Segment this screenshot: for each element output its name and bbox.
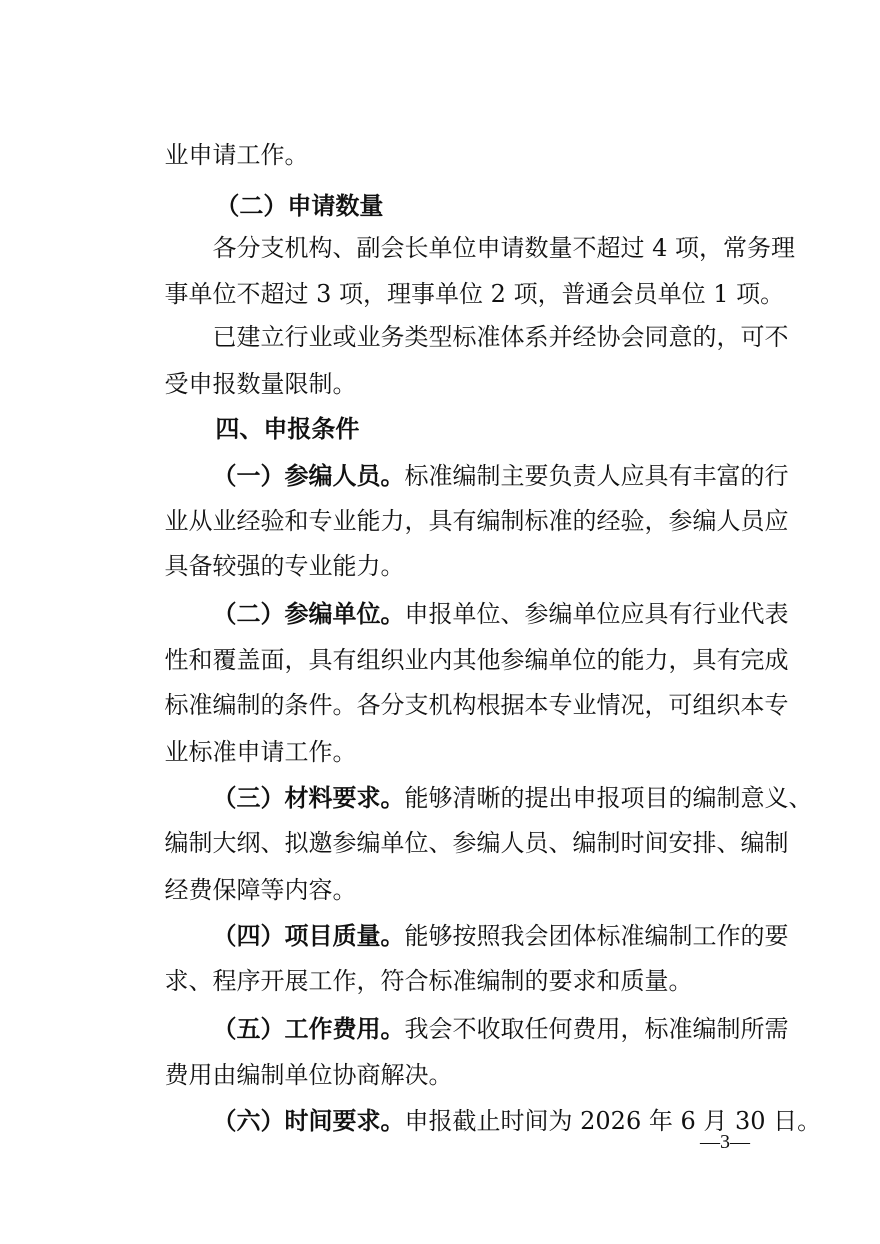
line-text: 能够按照我会团体标准编制工作的要	[404, 922, 789, 950]
line-text: 事单位不超过 3 项，理事单位 2 项，普通会员单位 1 项。	[164, 280, 785, 308]
line-text: 费用由编制单位协商解决。	[164, 1061, 453, 1089]
line-text: 受申报数量限制。	[164, 370, 357, 398]
line-text: 性和覆盖面，具有组织业内其他参编单位的能力，具有完成	[164, 646, 789, 674]
line-text: 标准编制的条件。各分支机构根据本专业情况，可组织本专	[164, 691, 789, 719]
paragraph-line	[182, 1070, 880, 1172]
item-title: （三）材料要求。	[212, 784, 405, 812]
line-text: 我会不收取任何费用，标准编制所需	[404, 1015, 789, 1043]
item-title: （一）参编人员。	[212, 462, 405, 490]
item-title: （四）项目质量。	[212, 922, 405, 950]
line-text: 各分支机构、副会长单位申请数量不超过 4 项，常务理	[212, 234, 796, 262]
line-text: 业申请工作。	[164, 141, 309, 169]
line-text: 业从业经验和专业能力，具有编制标准的经验，参编人员应	[164, 507, 789, 535]
line-text: 编制大纲、拟邀参编单位、参编人员、编制时间安排、编制	[164, 829, 789, 857]
page-number: —3—	[700, 1131, 750, 1153]
heading-text: 四、申报条件	[215, 415, 360, 443]
item-title: （二）参编单位。	[212, 600, 405, 628]
line-text: 具备较强的专业能力。	[164, 552, 405, 580]
line-text: 标准编制主要负责人应具有丰富的行	[404, 462, 789, 490]
line-text: 经费保障等内容。	[164, 876, 357, 904]
line-text: 已建立行业或业务类型标准体系并经协会同意的，可不	[212, 323, 789, 351]
line-text: 业标准申请工作。	[164, 738, 357, 766]
heading-text: （二）申请数量	[215, 192, 384, 220]
item-title: （六）时间要求。	[212, 1107, 405, 1135]
item-title: （五）工作费用。	[212, 1015, 405, 1043]
line-text: 求、程序开展工作，符合标准编制的要求和质量。	[164, 967, 693, 995]
line-text: 能够清晰的提出申报项目的编制意义、	[404, 784, 813, 812]
line-text: 申报单位、参编单位应具有行业代表	[404, 600, 789, 628]
line-text: 申报截止时间为 2026 年 6 月 30 日。	[404, 1107, 822, 1135]
